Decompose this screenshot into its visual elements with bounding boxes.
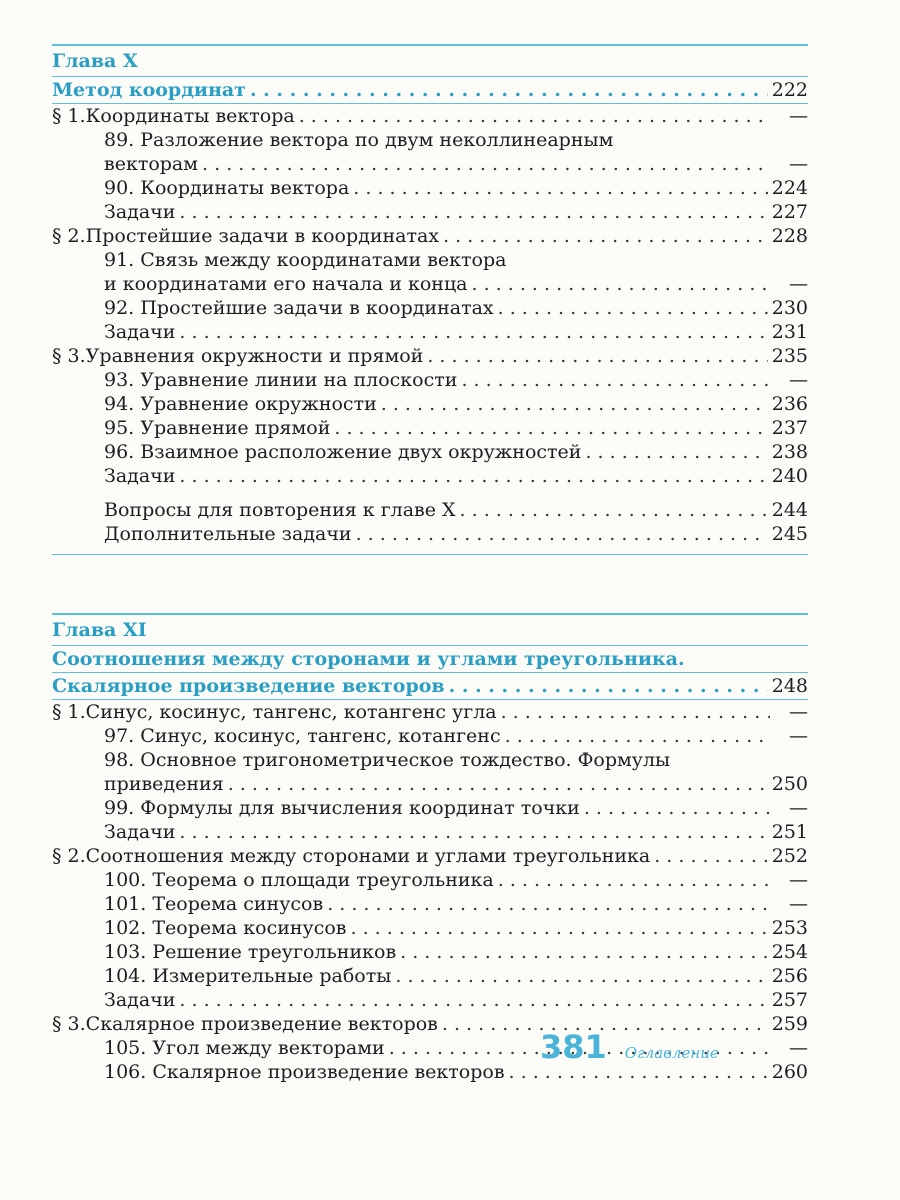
leader-dots	[299, 104, 770, 128]
leader-dots	[179, 820, 767, 844]
toc-entry[interactable]	[52, 248, 808, 272]
toc-entry[interactable]	[52, 152, 808, 176]
toc-entry[interactable]	[52, 988, 808, 1012]
page-number: —	[789, 273, 808, 295]
page-number: 245	[771, 523, 808, 545]
toc-entry[interactable]	[52, 392, 808, 416]
entry-title: Дополнительные задачи	[104, 523, 352, 545]
page-footer	[540, 1028, 719, 1066]
leader-dots	[501, 700, 770, 724]
toc-entry[interactable]	[52, 296, 808, 320]
leader-dots	[353, 176, 767, 200]
entry-title: приведения	[104, 773, 224, 795]
chapter-extras	[52, 498, 808, 546]
entry-title: 100. Теорема о площади треугольника	[104, 869, 494, 891]
toc-entry[interactable]	[52, 940, 808, 964]
chapter-sections	[52, 700, 808, 1084]
page-number: 227	[771, 201, 808, 223]
section-title: Скалярное произведение векторов	[85, 1013, 438, 1035]
toc-entry[interactable]	[52, 892, 808, 916]
leader-dots	[498, 868, 770, 892]
section-title: Простейшие задачи в координатах	[85, 225, 440, 247]
leader-dots	[179, 464, 767, 488]
entry-title: 102. Теорема косинусов	[104, 917, 347, 939]
page-number: —	[789, 797, 808, 819]
entry-title: Вопросы для повторения к главе X	[104, 499, 456, 521]
leader-dots	[498, 296, 768, 320]
chapter-label: Глава X	[52, 50, 138, 72]
page-number: —	[789, 105, 808, 127]
toc-entry[interactable]	[52, 796, 808, 820]
entry-title: Задачи	[104, 201, 176, 223]
entry-title: 90. Координаты вектора	[104, 177, 350, 199]
page-number: 238	[771, 441, 808, 463]
page-number: 236	[771, 393, 808, 415]
page-number: —	[789, 1037, 808, 1059]
entry-title: 91. Связь между координатами вектора	[104, 249, 507, 271]
section-number: § 1.	[52, 701, 86, 723]
toc-entry[interactable]	[52, 128, 808, 152]
leader-dots	[505, 724, 770, 748]
page-number: 235	[771, 345, 808, 367]
chapter-title-line1: Соотношения между сторонами и углами треугольника.	[52, 648, 685, 670]
leader-dots	[228, 772, 768, 796]
toc-entry[interactable]	[52, 464, 808, 488]
page-number: —	[789, 725, 808, 747]
section-title: Синус, косинус, тангенс, котангенс угла	[85, 701, 497, 723]
entry-title: Задачи	[104, 465, 176, 487]
toc-entry[interactable]	[52, 748, 808, 772]
chapter-title: Метод координат	[52, 79, 246, 101]
toc-entry[interactable]	[52, 320, 808, 344]
page-number: 256	[771, 965, 808, 987]
entry-title: 98. Основное тригонометрическое тождество. Формулы	[104, 749, 671, 771]
leader-dots	[179, 320, 767, 344]
entry-title: 101. Теорема синусов	[104, 893, 324, 915]
toc-entry[interactable]	[52, 916, 808, 940]
page-number: 252	[771, 845, 808, 867]
footer-label: Оглавление	[624, 1044, 719, 1062]
entry-title: 93. Уравнение линии на плоскости	[104, 369, 458, 391]
page-number: 230	[771, 297, 808, 319]
leader-dots	[461, 368, 770, 392]
page-number: —	[789, 369, 808, 391]
toc-entry[interactable]	[52, 522, 808, 546]
leader-dots	[443, 224, 768, 248]
section-row[interactable]	[52, 104, 808, 128]
page-number: 244	[771, 499, 808, 521]
entry-title: 96. Взаимное расположение двух окружностей	[104, 441, 582, 463]
chapter-top-rule	[52, 613, 808, 615]
page-number: 231	[771, 321, 808, 343]
page-number: 248	[771, 675, 808, 697]
section-row[interactable]	[52, 844, 808, 868]
page-number: —	[789, 869, 808, 891]
page-number: 237	[771, 417, 808, 439]
toc-entry[interactable]	[52, 964, 808, 988]
leader-dots	[654, 844, 768, 868]
page-number: 260	[771, 1061, 808, 1083]
page-number: 254	[771, 941, 808, 963]
entry-title: Задачи	[104, 821, 176, 843]
entry-title: 97. Синус, косинус, тангенс, котангенс	[104, 725, 501, 747]
page-number: 257	[771, 989, 808, 1011]
leader-dots	[351, 916, 768, 940]
entry-title: 99. Формулы для вычисления координат точки	[104, 797, 580, 819]
toc-entry[interactable]	[52, 416, 808, 440]
entry-title: 89. Разложение вектора по двум неколлинеарным	[104, 129, 614, 151]
toc-entry[interactable]	[52, 200, 808, 224]
section-title: Уравнения окружности и прямой	[85, 345, 424, 367]
leader-dots	[395, 964, 767, 988]
toc-entry[interactable]	[52, 772, 808, 796]
section-number: § 3.	[52, 345, 86, 367]
leader-dots	[202, 152, 770, 176]
section-number: § 2.	[52, 225, 86, 247]
toc-entry[interactable]	[52, 176, 808, 200]
leader-dots	[584, 796, 770, 820]
page-number: 250	[771, 773, 808, 795]
toc-entry[interactable]	[52, 440, 808, 464]
chapter-sections	[52, 104, 808, 488]
page-number: —	[789, 701, 808, 723]
toc-entry[interactable]	[52, 724, 808, 748]
page-number: 240	[771, 465, 808, 487]
toc-entry[interactable]	[52, 272, 808, 296]
entry-title: и координатами его начала и конца	[104, 273, 468, 295]
page-number: 224	[771, 177, 808, 199]
section-row[interactable]	[52, 700, 808, 724]
section-title: Соотношения между сторонами и углами треугольника	[85, 845, 651, 867]
entry-title: 94. Уравнение окружности	[104, 393, 377, 415]
toc-entry[interactable]	[52, 368, 808, 392]
page-number: 253	[771, 917, 808, 939]
entry-title: векторам	[104, 153, 199, 175]
chapter-top-rule	[52, 44, 808, 46]
leader-dots	[472, 272, 770, 296]
leader-dots	[381, 392, 768, 416]
entry-title: Задачи	[104, 989, 176, 1011]
chapter-title-line2: Скалярное произведение векторов	[52, 675, 445, 697]
chapter-title-row[interactable]	[52, 673, 808, 699]
entry-title: 103. Решение треугольников	[104, 941, 397, 963]
section-row[interactable]	[52, 344, 808, 368]
entry-title: 106. Скалярное произведение векторов	[104, 1061, 505, 1083]
leader-dots	[179, 988, 767, 1012]
leader-dots	[460, 498, 768, 522]
toc-entry[interactable]	[52, 820, 808, 844]
entry-title: 92. Простейшие задачи в координатах	[104, 297, 494, 319]
section-number: § 3.	[52, 1013, 86, 1035]
section-number: § 1.	[52, 105, 86, 127]
page-number: 222	[771, 79, 808, 101]
leader-dots	[327, 892, 770, 916]
leader-dots	[356, 522, 768, 546]
entry-title: 105. Угол между векторами	[104, 1037, 385, 1059]
leader-dots	[585, 440, 767, 464]
page-number: 251	[771, 821, 808, 843]
chapter-title-row[interactable]	[52, 77, 808, 103]
table-of-contents	[52, 44, 808, 1084]
toc-entry[interactable]	[52, 498, 808, 522]
toc-entry[interactable]	[52, 868, 808, 892]
leader-dots	[449, 673, 768, 699]
entry-title: Задачи	[104, 321, 176, 343]
entry-title: 104. Измерительные работы	[104, 965, 392, 987]
leader-dots	[250, 77, 768, 103]
section-number: § 2.	[52, 845, 86, 867]
section-title: Координаты вектора	[85, 105, 295, 127]
page-number: —	[789, 893, 808, 915]
entry-title: 95. Уравнение прямой	[104, 417, 331, 439]
footer-page-number: 381	[540, 1028, 607, 1066]
leader-dots	[427, 344, 767, 368]
section-row[interactable]	[52, 224, 808, 248]
leader-dots	[400, 940, 768, 964]
page-number: 259	[771, 1013, 808, 1035]
page-number: —	[789, 153, 808, 175]
page-number: 228	[771, 225, 808, 247]
chapter-label: Глава XI	[52, 619, 147, 641]
leader-dots	[334, 416, 767, 440]
leader-dots	[179, 200, 767, 224]
